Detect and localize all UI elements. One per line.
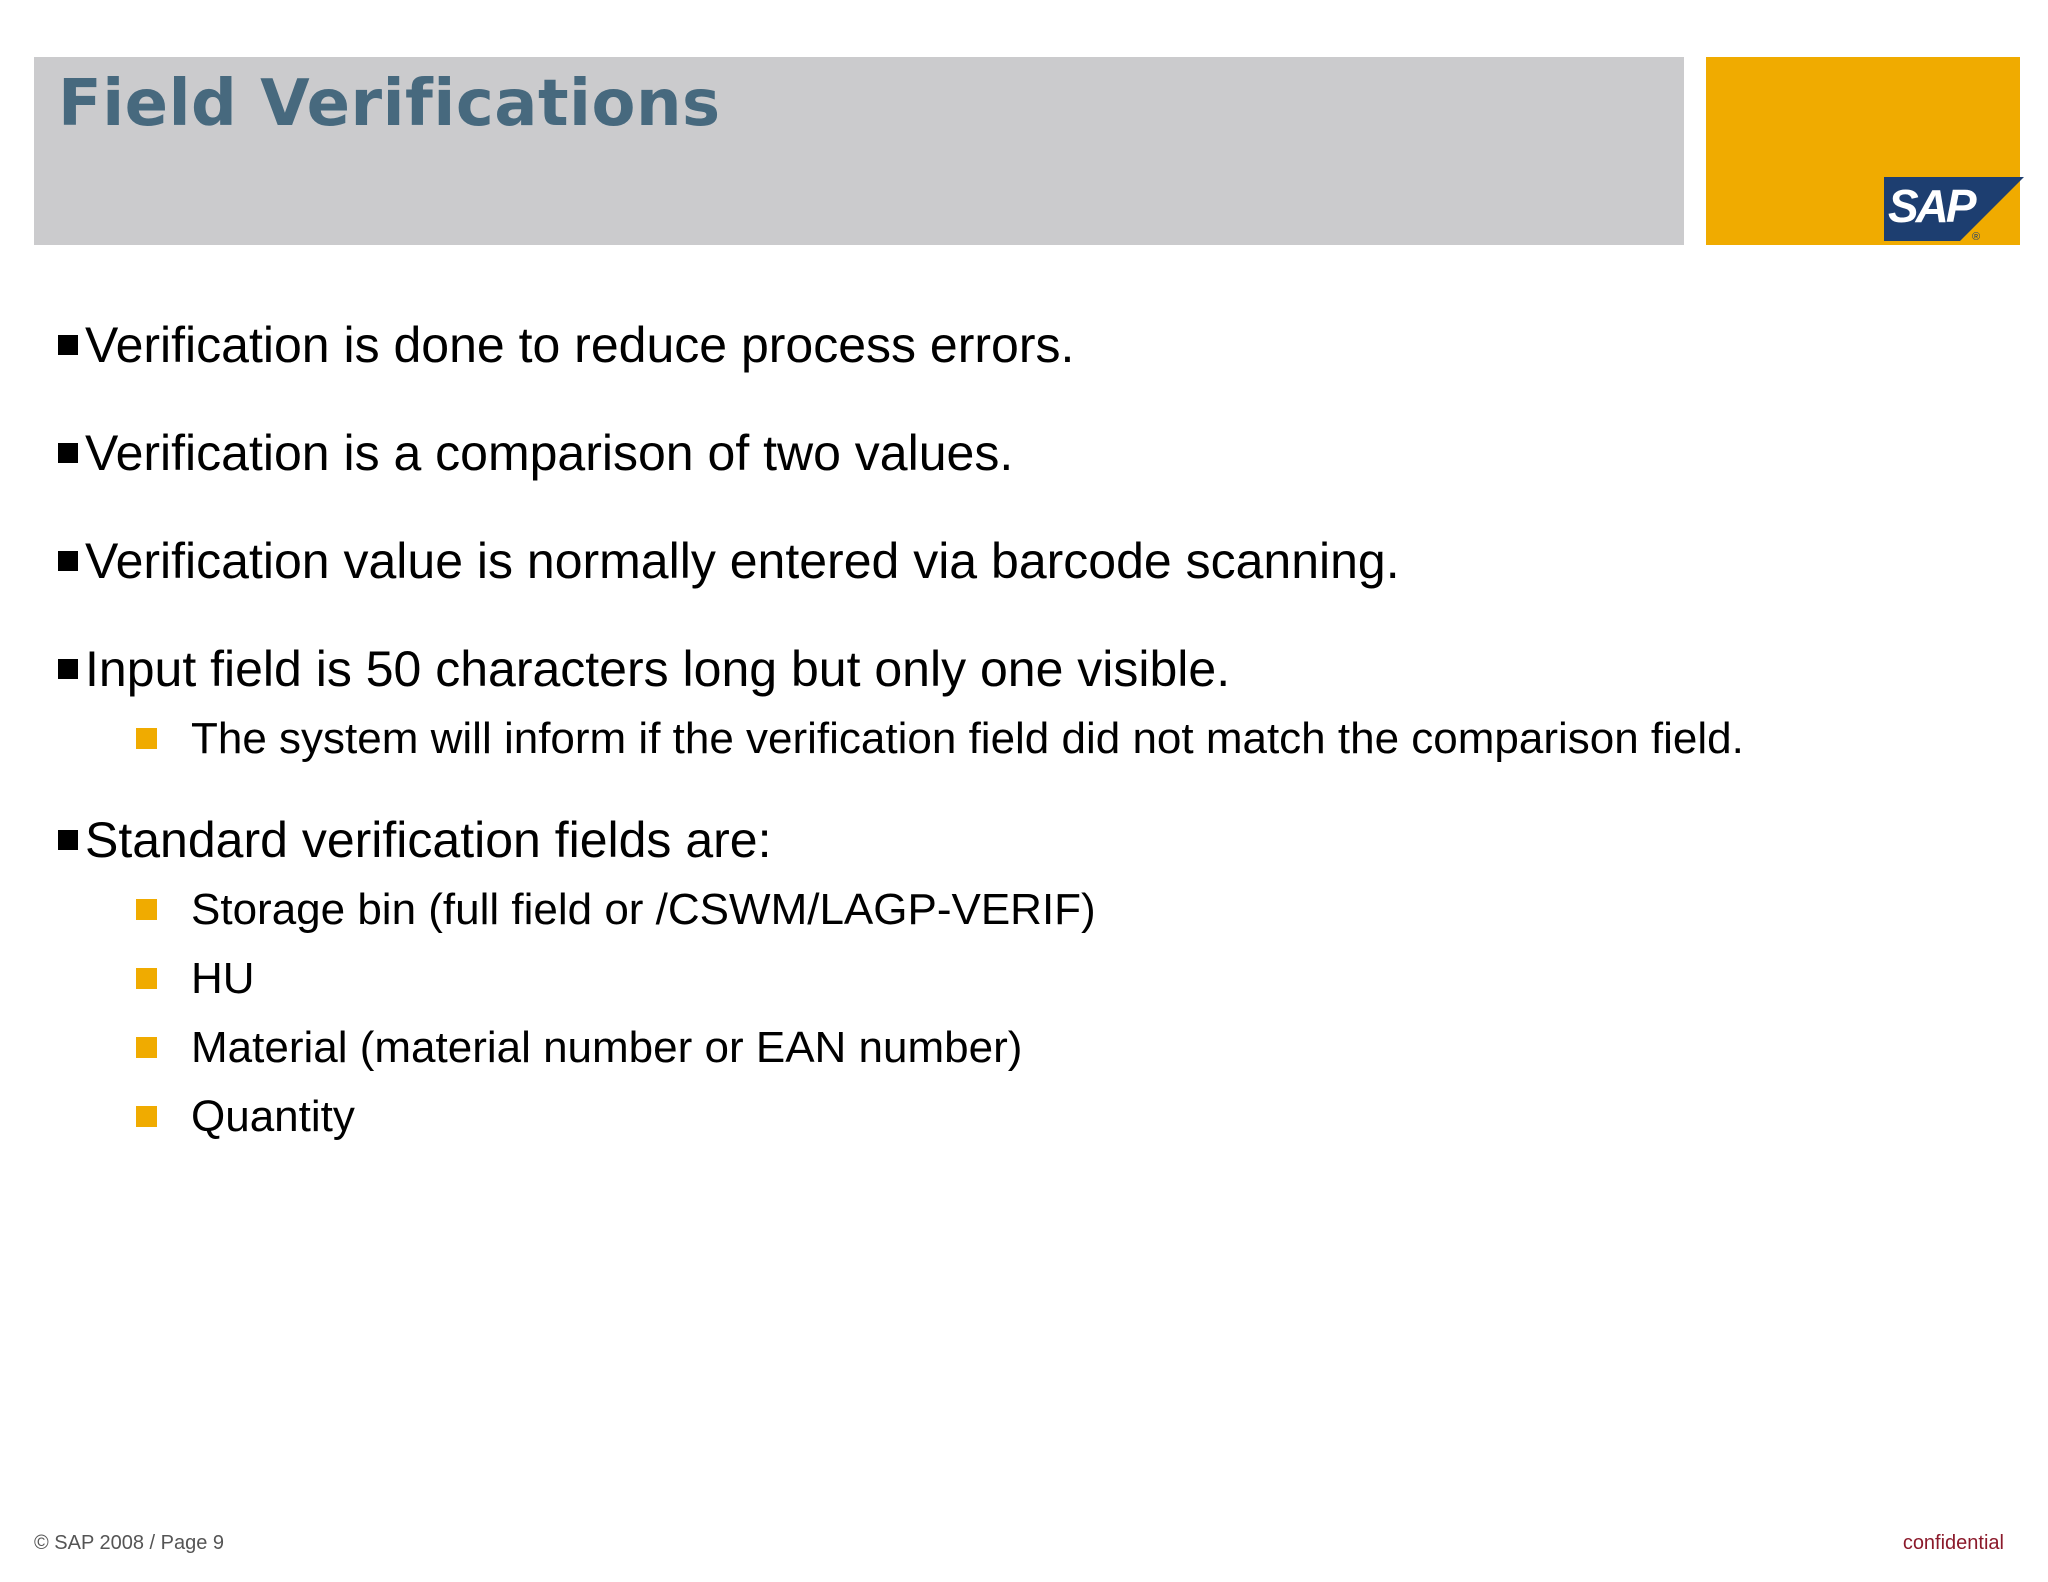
registered-mark: ® [1972, 231, 1981, 243]
sub-list-item [136, 1082, 1958, 1151]
sub-bullet-list [136, 704, 1958, 773]
list-item [58, 418, 1958, 488]
bullet-icon [58, 443, 78, 463]
list-item [58, 634, 1958, 704]
sub-bullet-icon [136, 1106, 157, 1127]
bullet-icon [58, 335, 78, 355]
sub-list-item-text: The system will inform if the verification field did not match the comparison field. [191, 714, 1744, 763]
sub-bullet-icon [136, 968, 157, 989]
logo-block [1706, 57, 2020, 245]
sub-list-item-text: Storage bin (full field or /CSWM/LAGP-VERIF) [191, 885, 1096, 934]
bullet-icon [58, 830, 78, 850]
footer-copyright: © SAP 2008 / Page 9 [34, 1532, 225, 1554]
list-item [58, 805, 1958, 875]
sub-list-item [136, 1013, 1958, 1082]
sub-list-item [136, 944, 1958, 1013]
sub-list-item-text: Quantity [191, 1092, 355, 1141]
bullet-icon [58, 659, 78, 679]
bullet-icon [58, 551, 78, 571]
list-item-text: Verification is done to reduce process errors. [85, 317, 1075, 373]
list-item [58, 310, 1958, 380]
list-item-text: Standard verification fields are: [85, 812, 772, 868]
page-title: Field Verifications [58, 67, 721, 141]
list-item-text: Input field is 50 characters long but only one visible. [85, 641, 1231, 697]
sub-bullet-list [136, 875, 1958, 1151]
sub-bullet-icon [136, 1037, 157, 1058]
sub-list-item-text: Material (material number or EAN number) [191, 1023, 1023, 1072]
sub-list-item-text: HU [191, 954, 255, 1003]
sub-list-item [136, 704, 1958, 773]
sap-logo [1884, 177, 2024, 249]
title-bar [34, 57, 1684, 245]
bullet-list [58, 310, 1958, 1151]
sap-logo-text: SAP [1888, 180, 1974, 232]
footer-confidential: confidential [1902, 1532, 2004, 1554]
sub-bullet-icon [136, 728, 157, 749]
sub-bullet-icon [136, 899, 157, 920]
list-item-text: Verification is a comparison of two values. [85, 425, 1014, 481]
list-item-text: Verification value is normally entered via barcode scanning. [85, 533, 1400, 589]
list-item [58, 526, 1958, 596]
sub-list-item [136, 875, 1958, 944]
